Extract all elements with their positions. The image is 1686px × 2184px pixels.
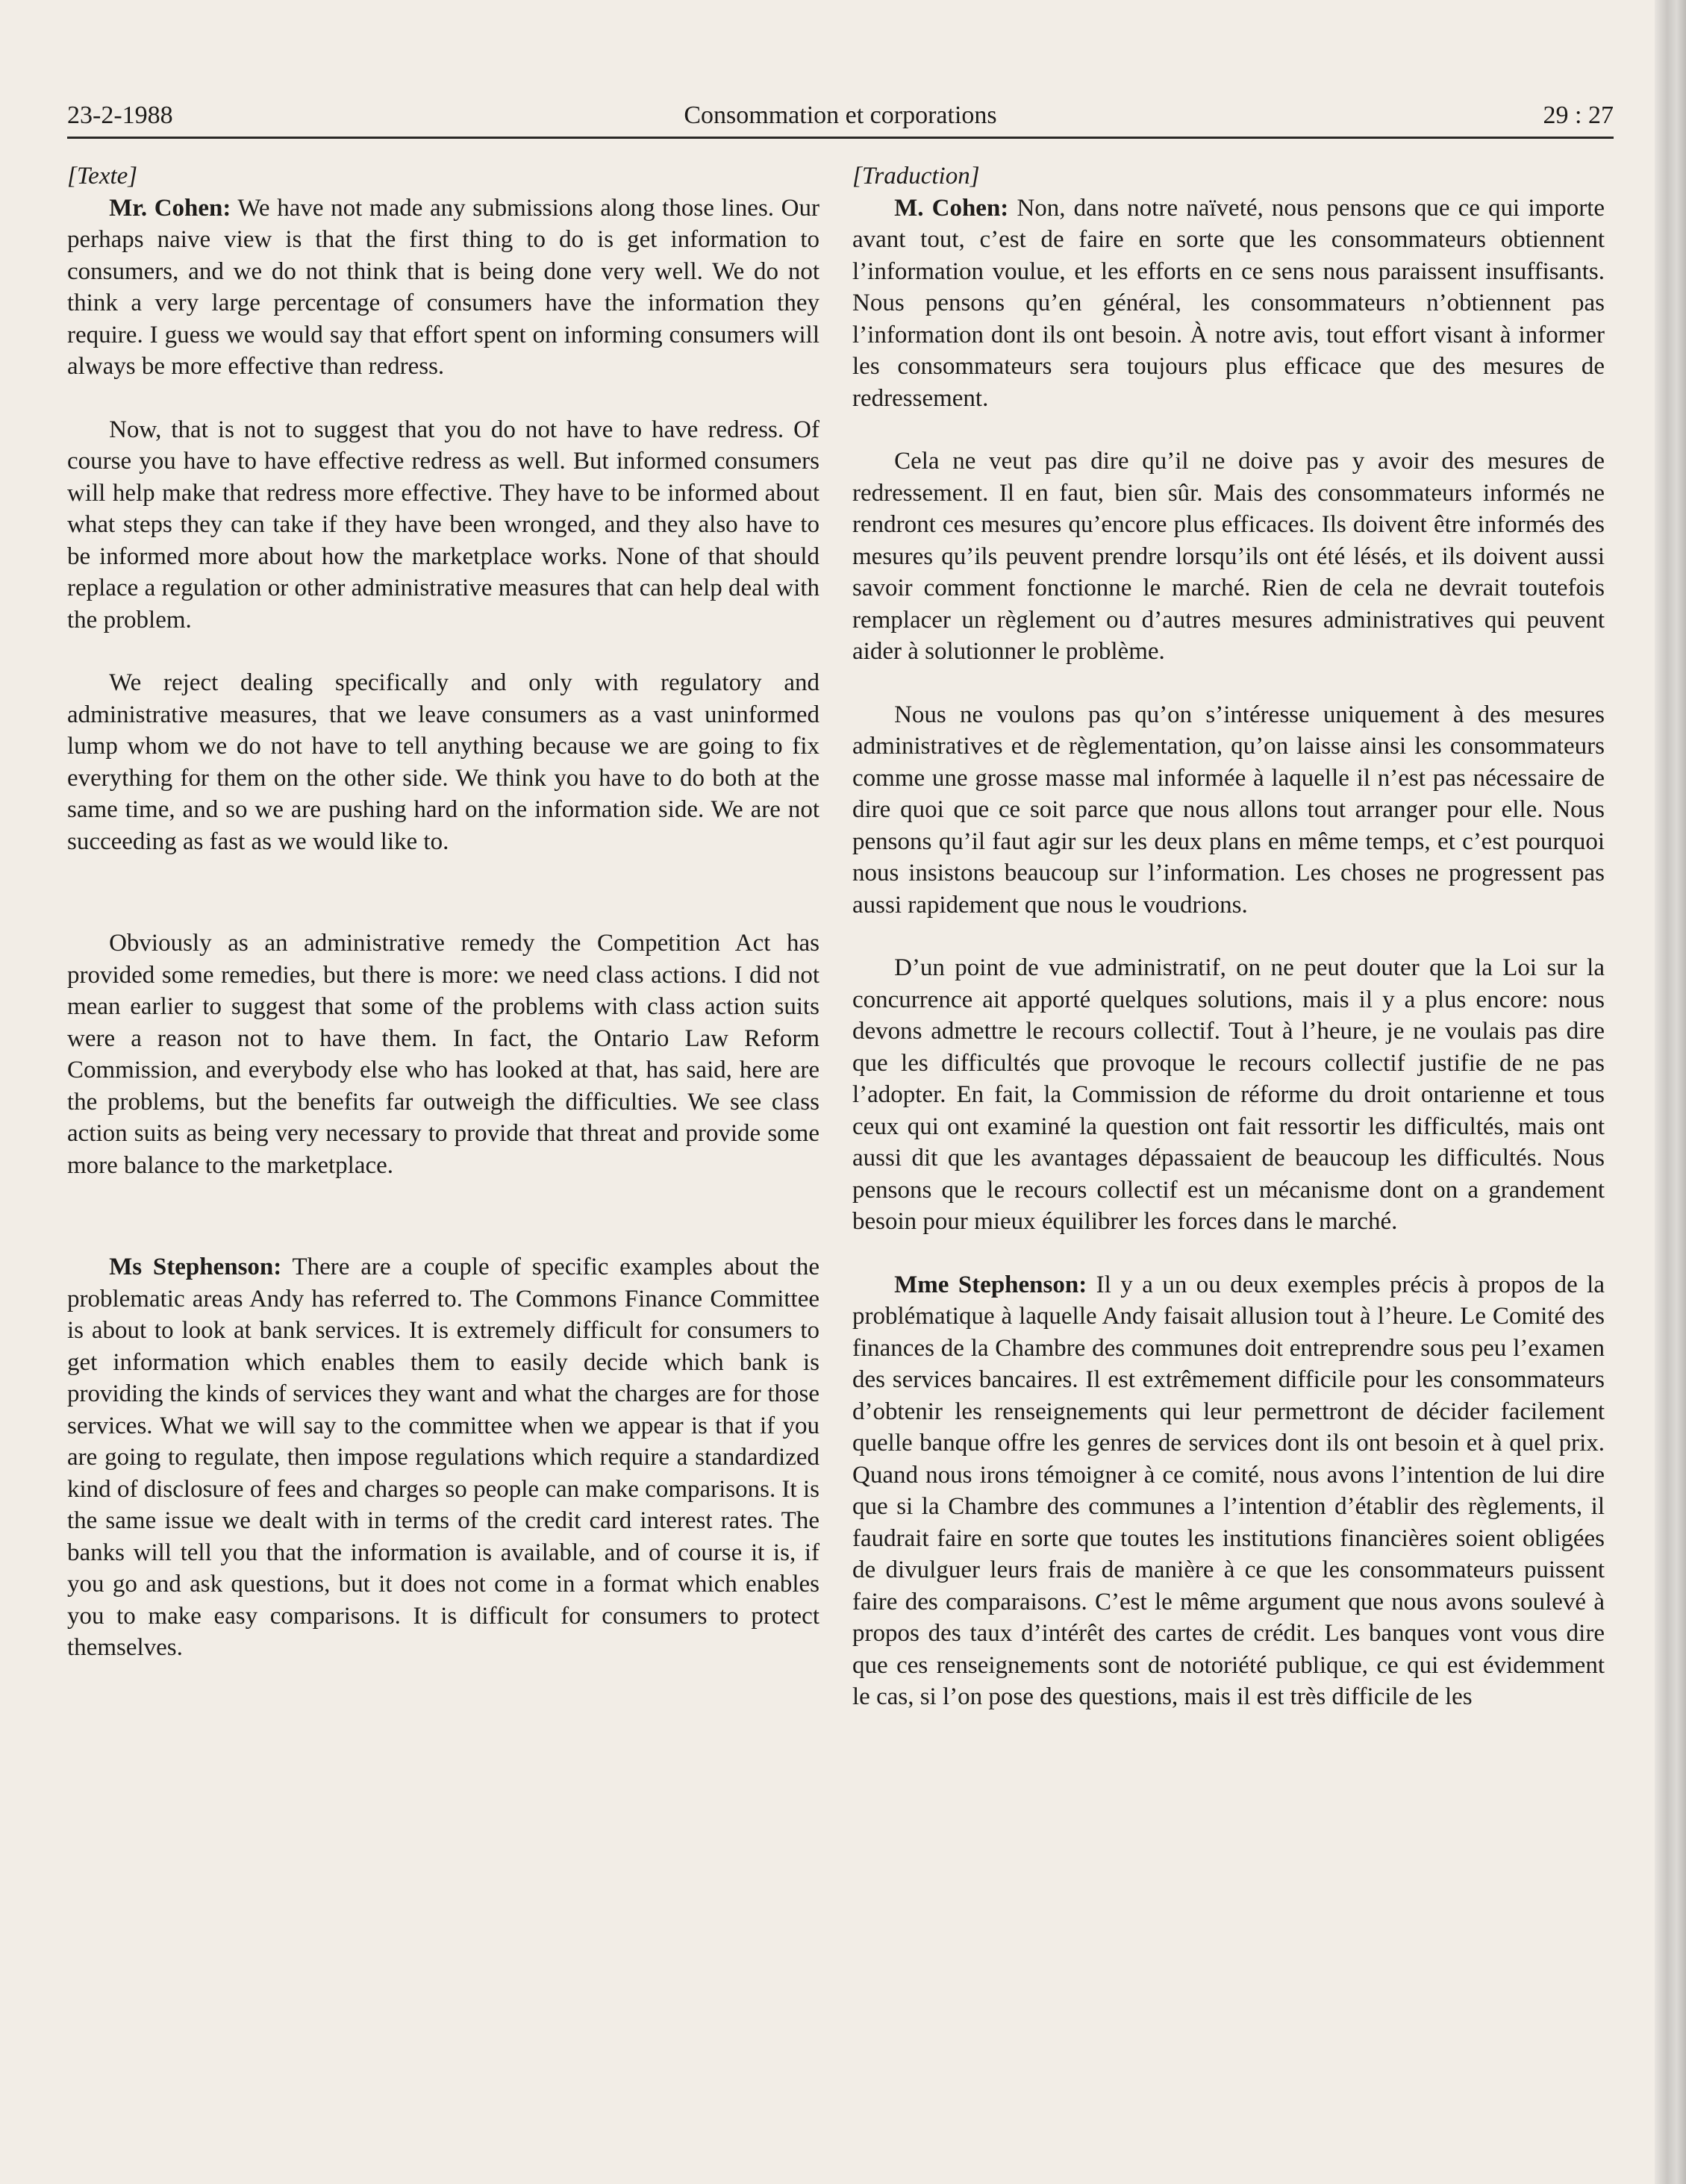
- speaker-name: Mr. Cohen:: [109, 194, 231, 222]
- header-date: 23-2-1988: [67, 101, 173, 129]
- language-tag: [Texte]: [67, 163, 138, 190]
- paragraph: [67, 927, 819, 1181]
- paragraph-text: We reject dealing specifically and only with regulatory and administrative measures, that we leave consumers as a vast uninformed lump whom we do not have to tell anything because we are going to fix everything for them on the other side. We think you have to do both at the same time, and so we are pushing hard on the information side. We are not succeeding as fast as we would like to.: [67, 669, 819, 855]
- header-title: Consommation et corporations: [684, 101, 997, 129]
- paragraph: [852, 952, 1605, 1238]
- paragraph-text: D’un point de vue administratif, on ne peut douter que la Loi sur la concurrence ait apporté quelques solutions, mais il y a plus encore: nous devons admettre le recours collectif. Tout à l’heure, je ne voulais pas dire que les difficultés que provoque le recours collectif justifie de ne pas l’adopter. En fait, la Commission de réforme du droit ontarienne et tous ceux qui ont examiné la question ont fait ressortir les difficultés, mais ont aussi dit que les avantages dépassaient de beaucoup les difficultés. Nous pensons que le recours collectif est un mécanisme dont on a grandement besoin pour mieux équilibrer les forces dans le marché.: [852, 954, 1605, 1235]
- paragraph-text: Obviously as an administrative remedy the Competition Act has provided some remedies, but there is more: we need class actions. I did not mean earlier to suggest that some of the problems with class action suits were a reason not to have them. In fact, the Ontario Law Reform Commission, and everybody else who has looked at that, has said, here are the problems, but the benefits far outweigh the difficulties. We see class action suits as being very necessary to provide that threat and provide some more balance to the marketplace.: [67, 930, 819, 1179]
- paragraph: [67, 414, 819, 636]
- paragraph: [852, 193, 1605, 415]
- paragraph-text: There are a couple of specific examples about the problematic areas Andy has referred to. The Commons Finance Committee is about to look at bank services. It is extremely difficult for consumers to get information which enables them to easily decide which bank is providing the kinds of services they want and what the charges are for those services. What we will say to the committee when we appear is that if you are going to regulate, then impose regulations which require a standardized kind of disclosure of fees and charges so people can make comparisons. It is the same issue we dealt with in terms of the credit card interest rates. The banks will tell you that the information is available, and of course it is, if you go and ask questions, but it does not come in a format which enables you to make easy comparisons. It is difficult for consumers to protect themselves.: [67, 1254, 819, 1661]
- left-column: [67, 160, 819, 1664]
- paragraph: [852, 445, 1605, 668]
- paragraph-text: Nous ne voulons pas qu’on s’intéresse uniquement à des mesures administratives et de règlementation, qu’on laisse ainsi les consommateurs comme une grosse masse mal informée à laquelle il n’est pas nécessaire de dire quoi que ce soit parce que nous allons tout arranger pour elle. Nous pensons qu’il faut agir sur les deux plans en même temps, et c’est pourquoi nous insistons beaucoup sur l’information. Les choses ne progressent pas aussi rapidement que nous le voudrions.: [852, 701, 1605, 919]
- paragraph-text: Cela ne veut pas dire qu’il ne doive pas y avoir des mesures de redressement. Il en faut, bien sûr. Mais des consommateurs informés ne rendront ces mesures qu’encore plus efficaces. Ils doivent être informés des mesures qu’ils peuvent prendre lorsqu’ils ont été lésés, et ils doivent aussi savoir comment fonctionne le marché. Rien de cela ne devrait toutefois remplacer un règlement ou d’autres mesures administratives qui peuvent aider à solutionner le problème.: [852, 448, 1605, 665]
- speaker-name: M. Cohen:: [894, 194, 1009, 222]
- speaker-name: Ms Stephenson:: [109, 1254, 282, 1280]
- paragraph: [852, 699, 1605, 922]
- page-binding-edge: [1655, 0, 1686, 2184]
- paragraph-text: Now, that is not to suggest that you do not have to have redress. Of course you have to have effective redress as well. But informed consumers will help make that redress more effective. They have to be informed about what steps they can take if they have been wronged, and they also have to be informed more about how the marketplace works. None of that should replace a regulation or other administrative measures that can help deal with the problem.: [67, 416, 819, 633]
- paragraph-text: Il y a un ou deux exemples précis à propos de la problématique à laquelle Andy faisait allusion tout à l’heure. Le Comité des finances de la Chambre des communes doit entreprendre sous peu l’examen des services bancaires. Il est extrêmement difficile pour les consommateurs d’obtenir les renseignements qui leur permettront de décider facilement quelle banque offre les genres de services dont ils ont besoin et à quel prix. Quand nous irons témoigner à ce comité, nous avons l’intention de lui dire que si la Chambre des communes a l’intention d’établir des règlements, il faudrait faire en sorte que toutes les institutions financières soient obligées de divulguer leurs frais de manière à ce que les consommateurs puissent faire des comparaisons. C’est le même argument que nous avons soulevé à propos des taux d’intérêt des cartes de crédit. Les banques vont vous dire que ces renseignements sont de notoriété publique, ce qui est évidemment le cas, si l’on pose des questions, mais il est très difficile de les: [852, 1271, 1605, 1710]
- paragraph: [67, 193, 819, 383]
- paragraph: [852, 1269, 1605, 1713]
- header-rule: [67, 137, 1614, 139]
- paragraph-text: We have not made any submissions along those lines. Our perhaps naive view is that the first thing to do is get information to consumers, and we do not think that is being done very well. We do not think a very large percentage of consumers have the information they require. I guess we would say that effort spent on informing consumers will always be more effective than redress.: [67, 194, 819, 380]
- paragraph: [67, 1251, 819, 1664]
- running-header: [67, 97, 1614, 142]
- speaker-name: Mme Stephenson:: [894, 1271, 1087, 1298]
- right-column: [852, 160, 1605, 1713]
- paragraph-text: Non, dans notre naïveté, nous pensons que ce qui importe avant tout, c’est de faire en sorte que les consommateurs obtiennent l’information voulue, et les efforts en ce sens nous paraissent insuffisants. Nous pensons qu’en général, les consommateurs n’obtiennent pas l’information dont ils ont besoin. À notre avis, tout effort visant à informer les consommateurs sera toujours plus efficace que des mesures de redressement.: [852, 194, 1605, 412]
- header-page-number: 29 : 27: [1543, 101, 1614, 129]
- language-tag: [Traduction]: [852, 163, 980, 190]
- paragraph: [67, 667, 819, 857]
